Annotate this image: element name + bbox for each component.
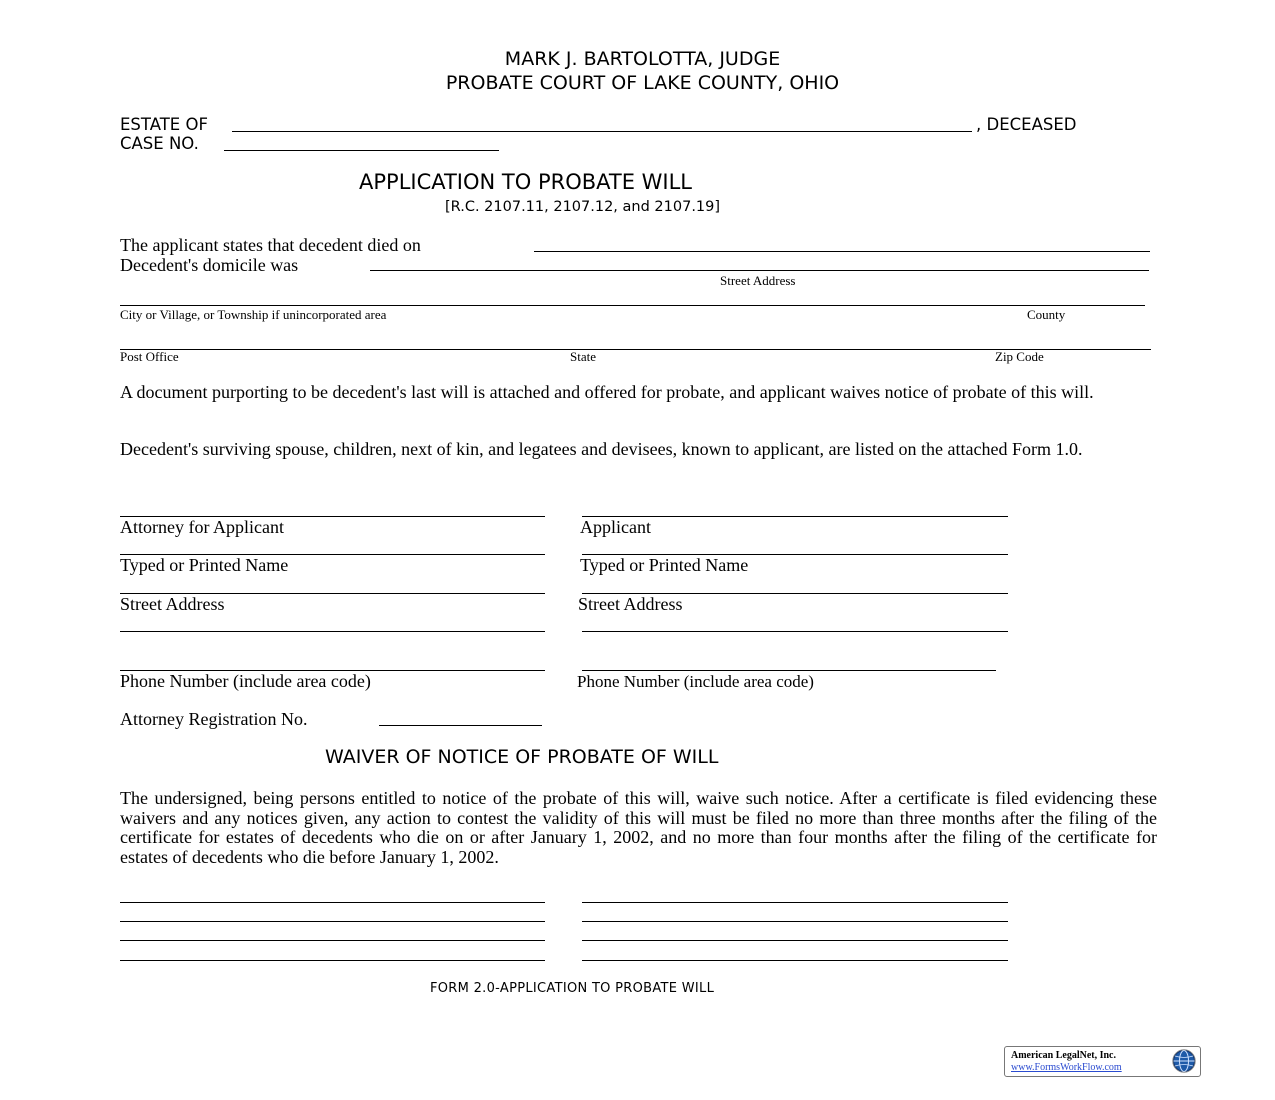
waiver-signature-line[interactable] (120, 921, 545, 922)
street-address-caption: Street Address (720, 273, 796, 288)
waiver-signature-line[interactable] (582, 921, 1008, 922)
waiver-signature-line[interactable] (582, 902, 1008, 903)
attorney-phone-label: Phone Number (include area code) (120, 671, 371, 691)
globe-icon (1172, 1049, 1196, 1073)
american-legalnet-logo[interactable] (1004, 1046, 1201, 1077)
court-name: PROBATE COURT OF LAKE COUNTY, OHIO (445, 72, 840, 94)
attorney-registration-field[interactable] (379, 725, 542, 726)
logo-brand: American LegalNet, Inc. (1011, 1050, 1116, 1061)
state-caption: State (570, 349, 596, 364)
date-of-death-field[interactable] (534, 251, 1150, 252)
waiver-signature-line[interactable] (120, 960, 545, 961)
post-office-caption: Post Office (120, 349, 179, 364)
applicant-name-label: Typed or Printed Name (580, 555, 749, 575)
domicile-label: Decedent's domicile was (120, 255, 299, 275)
waiver-title: WAIVER OF NOTICE OF PROBATE OF WILL (325, 746, 719, 768)
applicant-phone-line[interactable] (582, 670, 996, 671)
city-county-field[interactable] (120, 305, 1145, 306)
applicant-address-line-2[interactable] (582, 631, 1008, 632)
waiver-paragraph: The undersigned, being persons entitled to notice of the probate of this will, waive such notice. After a certificate is filed evidencing these waivers and any notices given, any action to contest the validity of this will must be filed no more than three months after the filing of the certificate for estates of decedents who die on or after January 1, 2002, and no more than four months after the filing of the certificate for estates of decedents who die before January 1, 2002. (120, 788, 1157, 867)
waiver-signature-line[interactable] (582, 940, 1008, 941)
died-on-label: The applicant states that decedent died on (120, 235, 421, 255)
case-no-label: CASE NO. (120, 134, 199, 153)
city-caption: City or Village, or Township if unincorporated area (120, 307, 387, 322)
zip-caption: Zip Code (995, 349, 1044, 364)
case-no-field[interactable] (224, 150, 499, 151)
form-title: APPLICATION TO PROBATE WILL (359, 170, 693, 194)
estate-name-field[interactable] (232, 131, 972, 132)
statute-reference: [R.C. 2107.11, 2107.12, and 2107.19] (445, 199, 721, 215)
form-footer: FORM 2.0-APPLICATION TO PROBATE WILL (430, 981, 715, 996)
survivors-paragraph: Decedent's surviving spouse, children, next of kin, and legatees and devisees, known to applicant, are listed on the attached Form 1.0. (120, 439, 1083, 459)
attorney-registration-label: Attorney Registration No. (120, 709, 308, 729)
applicant-role-label: Applicant (580, 517, 651, 537)
street-address-field[interactable] (370, 270, 1149, 271)
waiver-signature-line[interactable] (582, 960, 1008, 961)
attorney-address-line-2[interactable] (120, 631, 545, 632)
waiver-signature-line[interactable] (120, 902, 545, 903)
applicant-phone-label: Phone Number (include area code) (577, 672, 814, 691)
will-attached-paragraph: A document purporting to be decedent's last will is attached and offered for probate, and applicant waives notice of probate of this will. (120, 382, 1094, 402)
deceased-label: , DECEASED (976, 115, 1077, 134)
waiver-signature-line[interactable] (120, 940, 545, 941)
applicant-address-label: Street Address (578, 594, 683, 614)
attorney-name-label: Typed or Printed Name (120, 555, 289, 575)
judge-name: MARK J. BARTOLOTTA, JUDGE (504, 48, 781, 70)
logo-url-link[interactable]: www.FormsWorkFlow.com (1011, 1062, 1122, 1073)
attorney-role-label: Attorney for Applicant (120, 517, 284, 537)
attorney-address-label: Street Address (120, 594, 225, 614)
estate-of-label: ESTATE OF (120, 115, 208, 134)
county-caption: County (1027, 307, 1066, 322)
